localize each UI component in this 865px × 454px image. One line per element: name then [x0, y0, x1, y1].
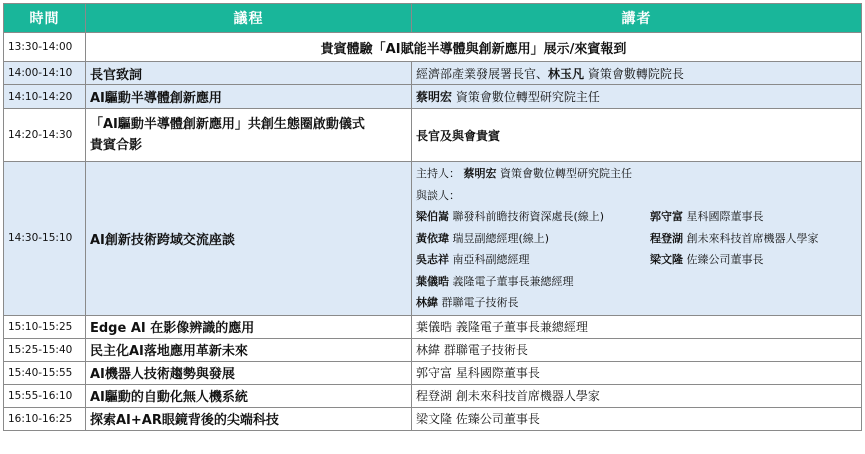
row-time: 16:10-16:25	[4, 407, 86, 430]
speaker-name: 林玉凡	[548, 66, 585, 81]
panelist-name: 葉儀晧	[416, 274, 449, 288]
panelist-name: 梁伯嵩	[416, 210, 449, 223]
agenda-table	[3, 3, 862, 431]
panelist	[650, 206, 764, 228]
panel-topic: AI創新技術跨域交流座談	[86, 162, 412, 316]
table-row	[4, 407, 862, 430]
speaker-org: 經濟部產業發展署長官、	[416, 66, 549, 81]
panelist-title: 創未來科技首席機器人學家	[686, 231, 819, 245]
speaker-title: 資策會數轉院院長	[584, 66, 684, 81]
row-time: 14:00-14:10	[4, 62, 86, 85]
panelist	[416, 271, 857, 293]
panelist-name: 林緯	[416, 296, 438, 309]
panelist-title: 南亞科副總經理	[452, 253, 530, 266]
table-row	[4, 109, 862, 162]
row-topic: AI驅動的自動化無人機系統	[86, 384, 412, 407]
panelist	[416, 228, 650, 250]
row-speaker: 葉儀晧 義隆電子董事長兼總經理	[412, 315, 862, 338]
panelist-name: 黃依瑋	[416, 231, 449, 245]
row-speaker: 郭守富 星科國際董事長	[412, 361, 862, 384]
panelist-title: 瑞昱副總經理(線上)	[452, 231, 550, 245]
row-speaker: 林緯 群聯電子技術長	[412, 338, 862, 361]
row-topic: 長官致詞	[86, 62, 412, 85]
panelist	[416, 292, 857, 314]
topic-line: 「AI驅動半導體創新應用」共創生態圈啟動儀式	[90, 117, 365, 132]
row-speaker: 程登湖 創未來科技首席機器人學家	[412, 384, 862, 407]
panelist-name: 程登湖	[650, 231, 683, 245]
table-row	[4, 361, 862, 384]
table-row	[4, 85, 862, 109]
row-speaker: 梁文隆 佐臻公司董事長	[412, 407, 862, 430]
row-time: 15:55-16:10	[4, 384, 86, 407]
row-speaker	[412, 62, 862, 85]
host-label: 主持人：	[416, 167, 460, 180]
row-topic	[86, 109, 412, 162]
panel-row	[4, 162, 862, 316]
panelist	[650, 249, 764, 271]
panelist-name: 郭守富	[650, 210, 683, 223]
welcome-row	[4, 33, 862, 62]
header-topic: 議程	[86, 4, 412, 33]
panelist-title: 群聯電子技術長	[441, 296, 519, 309]
table-row	[4, 338, 862, 361]
row-topic: AI機器人技術趨勢與發展	[86, 361, 412, 384]
panelist	[416, 206, 650, 228]
speaker-title: 資策會數位轉型研究院主任	[452, 90, 600, 104]
panelist-title: 義隆電子董事長兼總經理	[452, 274, 574, 288]
panelist-pair	[416, 249, 857, 271]
speaker-name: 蔡明宏	[416, 90, 453, 104]
row-topic: 探索AI+AR眼鏡背後的尖端科技	[86, 407, 412, 430]
panelists-label: 與談人：	[416, 188, 460, 202]
header-row	[4, 4, 862, 33]
row-speaker	[412, 109, 862, 162]
host-name: 蔡明宏	[463, 167, 497, 180]
row-topic: Edge AI 在影像辨識的應用	[86, 315, 412, 338]
table-row	[4, 315, 862, 338]
speaker-name: 長官及與會貴賓	[416, 128, 501, 143]
panelist-name: 吳志祥	[416, 253, 449, 266]
panelist-title: 星科國際董事長	[686, 210, 764, 223]
table-row	[4, 62, 862, 85]
panelist-title: 佐臻公司董事長	[686, 253, 764, 266]
panel-time: 14:30-15:10	[4, 162, 86, 316]
welcome-text: 貴賓體驗「AI賦能半導體與創新應用」展示/來賓報到	[86, 33, 862, 62]
header-time: 時間	[4, 4, 86, 33]
panel-host	[416, 163, 857, 185]
topic-line: 貴賓合影	[90, 138, 143, 153]
row-speaker	[412, 85, 862, 109]
panelist-pair	[416, 206, 857, 228]
row-time: 15:40-15:55	[4, 361, 86, 384]
row-time: 14:10-14:20	[4, 85, 86, 109]
table-row	[4, 384, 862, 407]
row-time: 14:20-14:30	[4, 109, 86, 162]
row-time: 15:25-15:40	[4, 338, 86, 361]
row-topic: 民主化AI落地應用革新未來	[86, 338, 412, 361]
panel-details	[416, 162, 857, 315]
row-time: 15:10-15:25	[4, 315, 86, 338]
host-title: 資策會數位轉型研究院主任	[500, 167, 632, 180]
panelist-title: 聯發科前瞻技術資深處長(線上)	[452, 210, 605, 223]
panel-speakers	[412, 162, 862, 316]
panelist-pair	[416, 228, 857, 250]
header-speaker: 講者	[412, 4, 862, 33]
panelist-name: 梁文隆	[650, 253, 683, 266]
panelist	[650, 228, 819, 250]
welcome-time: 13:30-14:00	[4, 33, 86, 62]
panelist	[416, 249, 650, 271]
row-topic: AI驅動半導體創新應用	[86, 85, 412, 109]
